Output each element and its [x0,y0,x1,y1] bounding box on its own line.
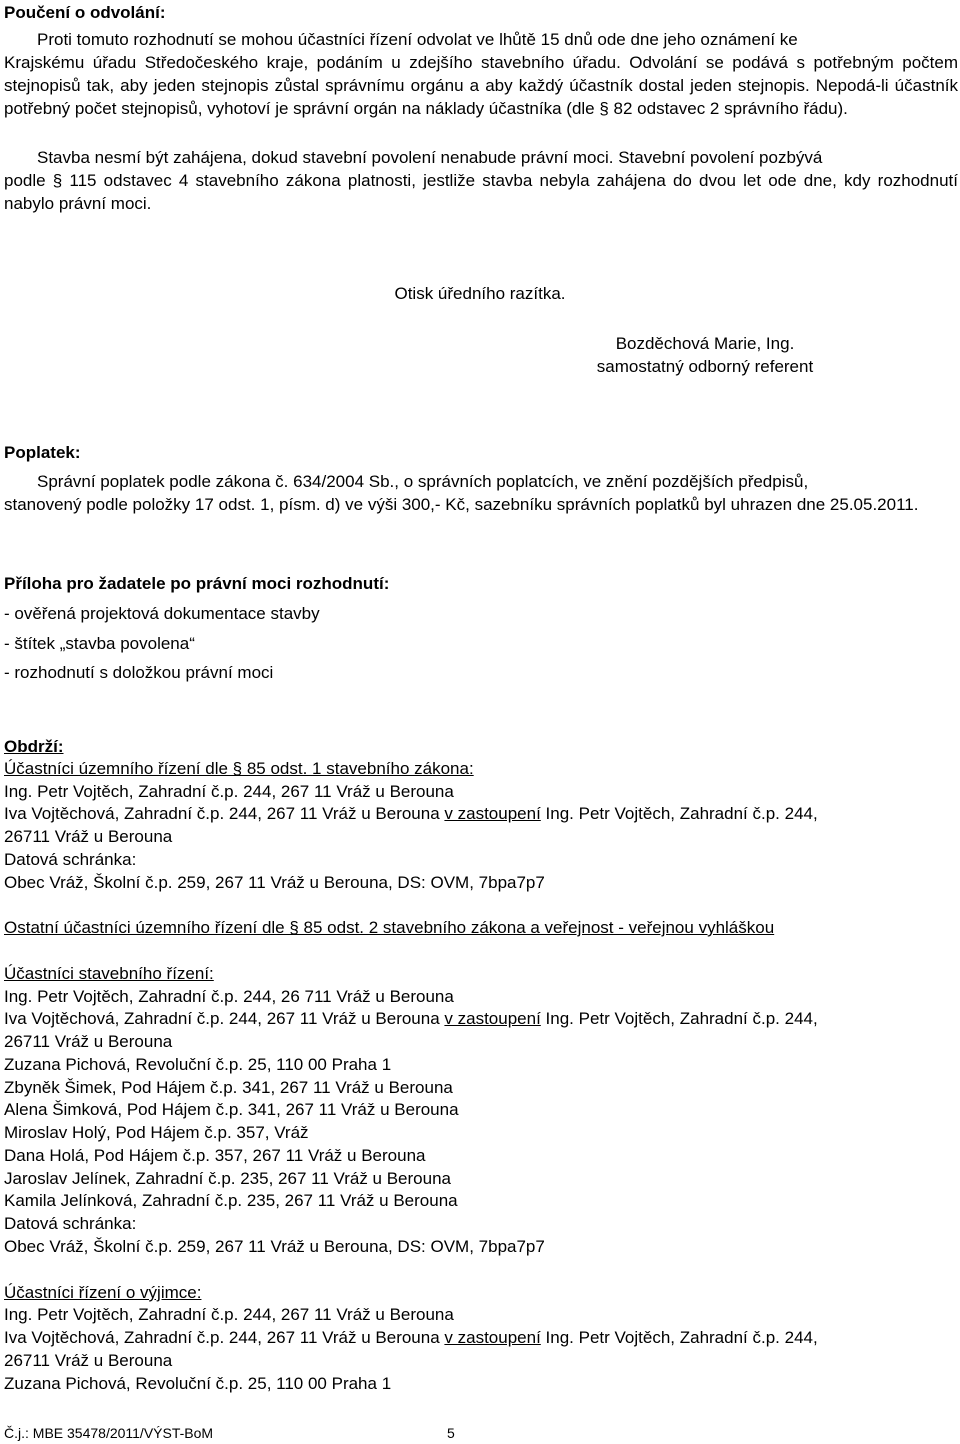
recipient-line: Ing. Petr Vojtěch, Zahradní č.p. 244, 26 711 Vráž u Berouna [4,987,454,1006]
recipient-line: Iva Vojtěchová, Zahradní č.p. 244, 267 11 Vráž u Berouna v zastoupení Ing. Petr Vojtěch, Zahradní č.p. 244, [4,1009,818,1028]
recipient-line: Datová schránka: [4,1214,137,1233]
recipient-line: Zbyněk Šimek, Pod Hájem č.p. 341, 267 11 Vráž u Berouna [4,1078,453,1097]
construction-notice-first-line: Stavba nesmí být zahájena, dokud stavební povolení nenabude právní moci. Stavební povolení pozbývá [37,148,823,167]
recipient-line: Iva Vojtěchová, Zahradní č.p. 244, 267 11 Vráž u Berouna v zastoupení Ing. Petr Vojtěch, Zahradní č.p. 244, [4,1328,818,1347]
fee-first-line: Správní poplatek podle zákona č. 634/2004 Sb., o správních poplatcích, ve znění pozdějších předpisů, [37,472,809,491]
signatory-name: Bozděchová Marie, Ing. [615,334,795,353]
recipient-group-title: Účastníci stavebního řízení: [4,964,214,983]
recipients-heading: Obdrží: [4,737,64,756]
recipient-line: 26711 Vráž u Berouna [4,827,173,846]
fee-heading: Poplatek: [4,443,81,462]
fee-paragraph: stanovený podle položky 17 odst. 1, písm. d) ve výši 300,- Kč, sazebníku správních poplatků byl uhrazen dne 25.05.2011. [4,495,919,514]
attachment-item: - štítek „stavba povolena“ [4,634,195,653]
reference-number: Č.j.: MBE 35478/2011/VÝST-BoM [4,1425,214,1441]
attachment-item: - rozhodnutí s doložkou právní moci [4,663,274,682]
appeal-paragraph: Krajskému úřadu Středočeského kraje, podáním u zdejšího stavebního úřadu. Odvolání se podává s potřebným počtem stejnopisů tak, aby jeden stejnopis zůstal správnímu orgánu a aby každý účastník dostal jeden stejnopis. Nepodá-li účastník potřebný počet stejnopisů, vyhotoví je správní orgán na náklady účastníka (dle § 82 odstavec 2 správního řádu). [4,53,958,118]
appeal-heading: Poučení o odvolání: [4,3,166,22]
stamp-placeholder: Otisk úředního razítka. [394,284,566,303]
signatory-role: samostatný odborný referent [596,357,814,376]
recipient-line: Ing. Petr Vojtěch, Zahradní č.p. 244, 267 11 Vráž u Berouna [4,1305,454,1324]
recipient-line: 26711 Vráž u Berouna [4,1032,173,1051]
recipient-line: Alena Šimková, Pod Hájem č.p. 341, 267 11 Vráž u Berouna [4,1100,459,1119]
recipient-group-title: Účastníci řízení o výjimce: [4,1283,202,1302]
recipient-line: Dana Holá, Pod Hájem č.p. 357, 267 11 Vráž u Berouna [4,1146,426,1165]
recipient-line: Zuzana Pichová, Revoluční č.p. 25, 110 00 Praha 1 [4,1055,392,1074]
appeal-paragraph-first-line: Proti tomuto rozhodnutí se mohou účastníci řízení odvolat ve lhůtě 15 dnů ode dne jeho oznámení ke [37,30,798,49]
attachment-heading: Příloha pro žadatele po právní moci rozhodnutí: [4,574,390,593]
recipient-group-title: Účastníci územního řízení dle § 85 odst. 1 stavebního zákona: [4,759,474,778]
page-number: 5 [447,1425,455,1441]
recipient-line: Obec Vráž, Školní č.p. 259, 267 11 Vráž u Berouna, DS: OVM, 7bpa7p7 [4,1237,545,1256]
recipient-line: Ing. Petr Vojtěch, Zahradní č.p. 244, 267 11 Vráž u Berouna [4,782,454,801]
recipient-line: Miroslav Holý, Pod Hájem č.p. 357, Vráž [4,1123,309,1142]
recipient-line: Obec Vráž, Školní č.p. 259, 267 11 Vráž u Berouna, DS: OVM, 7bpa7p7 [4,873,545,892]
recipient-group-title: Ostatní účastníci územního řízení dle § 85 odst. 2 stavebního zákona a veřejnost - veřejnou vyhláškou [4,918,775,937]
recipient-line: Jaroslav Jelínek, Zahradní č.p. 235, 267 11 Vráž u Berouna [4,1169,451,1188]
recipient-line: 26711 Vráž u Berouna [4,1351,173,1370]
attachment-item: - ověřená projektová dokumentace stavby [4,604,320,623]
recipient-line: Iva Vojtěchová, Zahradní č.p. 244, 267 11 Vráž u Berouna v zastoupení Ing. Petr Vojtěch, Zahradní č.p. 244, [4,804,818,823]
recipient-line: Kamila Jelínková, Zahradní č.p. 235, 267 11 Vráž u Berouna [4,1191,458,1210]
construction-notice: podle § 115 odstavec 4 stavebního zákona platnosti, jestliže stavba nebyla zahájena do dvou let ode dne, kdy rozhodnutí nabylo právní moci. [4,171,958,213]
recipient-line: Datová schránka: [4,850,137,869]
recipient-line: Zuzana Pichová, Revoluční č.p. 25, 110 00 Praha 1 [4,1374,392,1393]
